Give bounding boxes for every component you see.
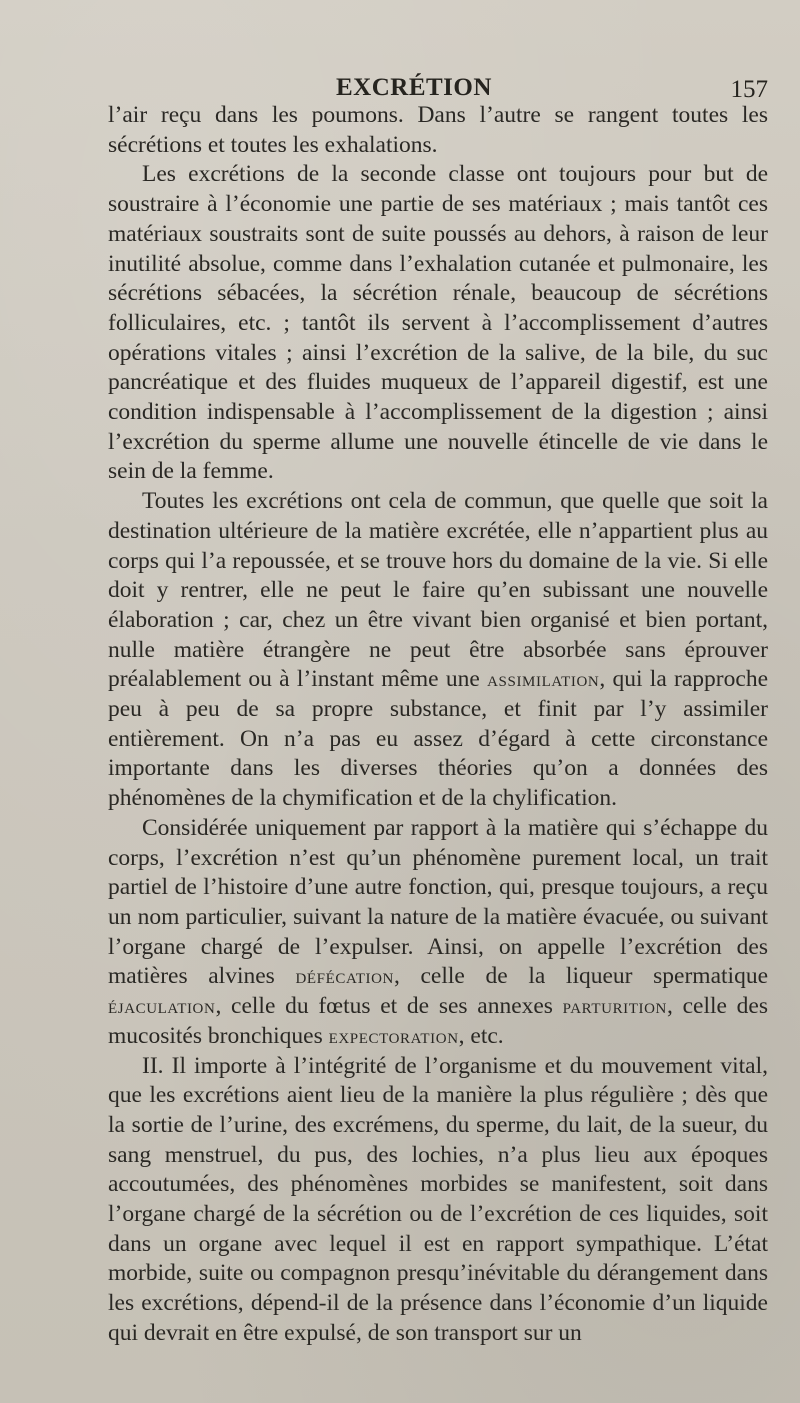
term-defecation: défécation (295, 964, 394, 989)
paragraph-text: Considérée uniquement par rapport à la matière qui s’échappe du corps, l’excrétion n’est qu’un phénomène purement local, un trait partiel de l’histoire d’une autre fonction, qui, presque toujours, a reçu un nom particulier, suivant la nature de la matière évacuée, ou suivant l’organe chargé de l’expulser. Ainsi, on appelle l’excrétion des matières alvines (108, 814, 768, 990)
paragraph-text: l’air reçu dans les poumons. Dans l’autre se rangent toutes les sécrétions et toutes les exhalations. (108, 102, 768, 158)
paragraph-continuation (108, 101, 768, 160)
paragraph-local-phenomenon (108, 814, 768, 1052)
paragraph-common-traits (108, 487, 768, 814)
paragraph-text: , qui la rapproche peu à peu de sa propre substance, et finit par l’y assimiler entièrement. On n’a pas eu assez d’égard à cette circonstance importante dans les diverses théories qu’on a données des phénomènes de la chymification et de la chylification. (108, 666, 768, 812)
paragraph-excretions-second-class (108, 160, 768, 487)
paragraph-text: II. Il importe à l’intégrité de l’organisme et du mouvement vital, que les excrétions aient lieu de la manière la plus régulière ; dès que la sortie de l’urine, des excrémens, du sperme, du lait, de la sueur, du sang menstruel, du pus, des lochies, n’a plus lieu aux époques accoutumées, des phénomènes morbides se manifestent, soit dans l’organe chargé de la sécrétion ou de l’excrétion de ces liquides, soit dans un organe avec lequel il est en rapport sympathique. L’état morbide, suite ou compagnon presqu’inévitable du dérangement dans les excrétions, dépend-il de la présence dans l’économie d’un liquide qui devrait en être expulsé, de son transport sur un (108, 1052, 768, 1346)
paragraph-text: , celle du fœtus et de ses annexes (215, 993, 563, 1020)
running-title: EXCRÉTION (336, 74, 492, 101)
term-ejaculation: éjaculation (108, 994, 216, 1019)
paragraph-section-two (108, 1052, 768, 1349)
term-expectoration: expectoration (328, 1023, 459, 1048)
page-number: 157 (730, 76, 768, 103)
paragraph-text: Les excrétions de la seconde classe ont toujours pour but de soustraire à l’économie une partie de ses matériaux ; mais tantôt ces matériaux soustraits sont de suite poussés au dehors, à raison de leur inutilité absolue, comme dans l’exhalation cutanée et pulmonaire, les sécrétions sébacées, la sécrétion rénale, beaucoup de sécrétions folliculaires, etc. ; tantôt ils servent à l’accomplissement d’autres opérations vitales ; ainsi l’excrétion de la salive, de la bile, du suc pancréatique et des fluides muqueux de l’appareil digestif, est une condition indispensable à l’accomplissement de la digestion ; ainsi l’excrétion du sperme allume une nouvelle étincelle de vie dans le sein de la femme. (108, 161, 768, 485)
text-body (108, 101, 768, 1349)
term-parturition: parturition (562, 994, 667, 1019)
term-assimilation: assimilation (487, 667, 600, 692)
paragraph-text: , celle de la liqueur spermatique (393, 963, 768, 990)
paragraph-text: , celle des mucosités bronchiques (108, 993, 768, 1049)
paragraph-text: , etc. (458, 1022, 504, 1049)
paragraph-text: Toutes les excrétions ont cela de commun, que quelle que soit la destination ultérieure de la matière excrétée, elle n’appartient plus au corps qui l’a repoussée, et se trouve hors du domaine de la vie. Si elle doit y rentrer, elle ne peut le faire qu’en subissant une nouvelle élaboration ; car, chez un être vivant bien organisé et bien portant, nulle matière étrangère ne peut être absorbée sans éprouver préalablement ou à l’instant même une (108, 488, 768, 693)
